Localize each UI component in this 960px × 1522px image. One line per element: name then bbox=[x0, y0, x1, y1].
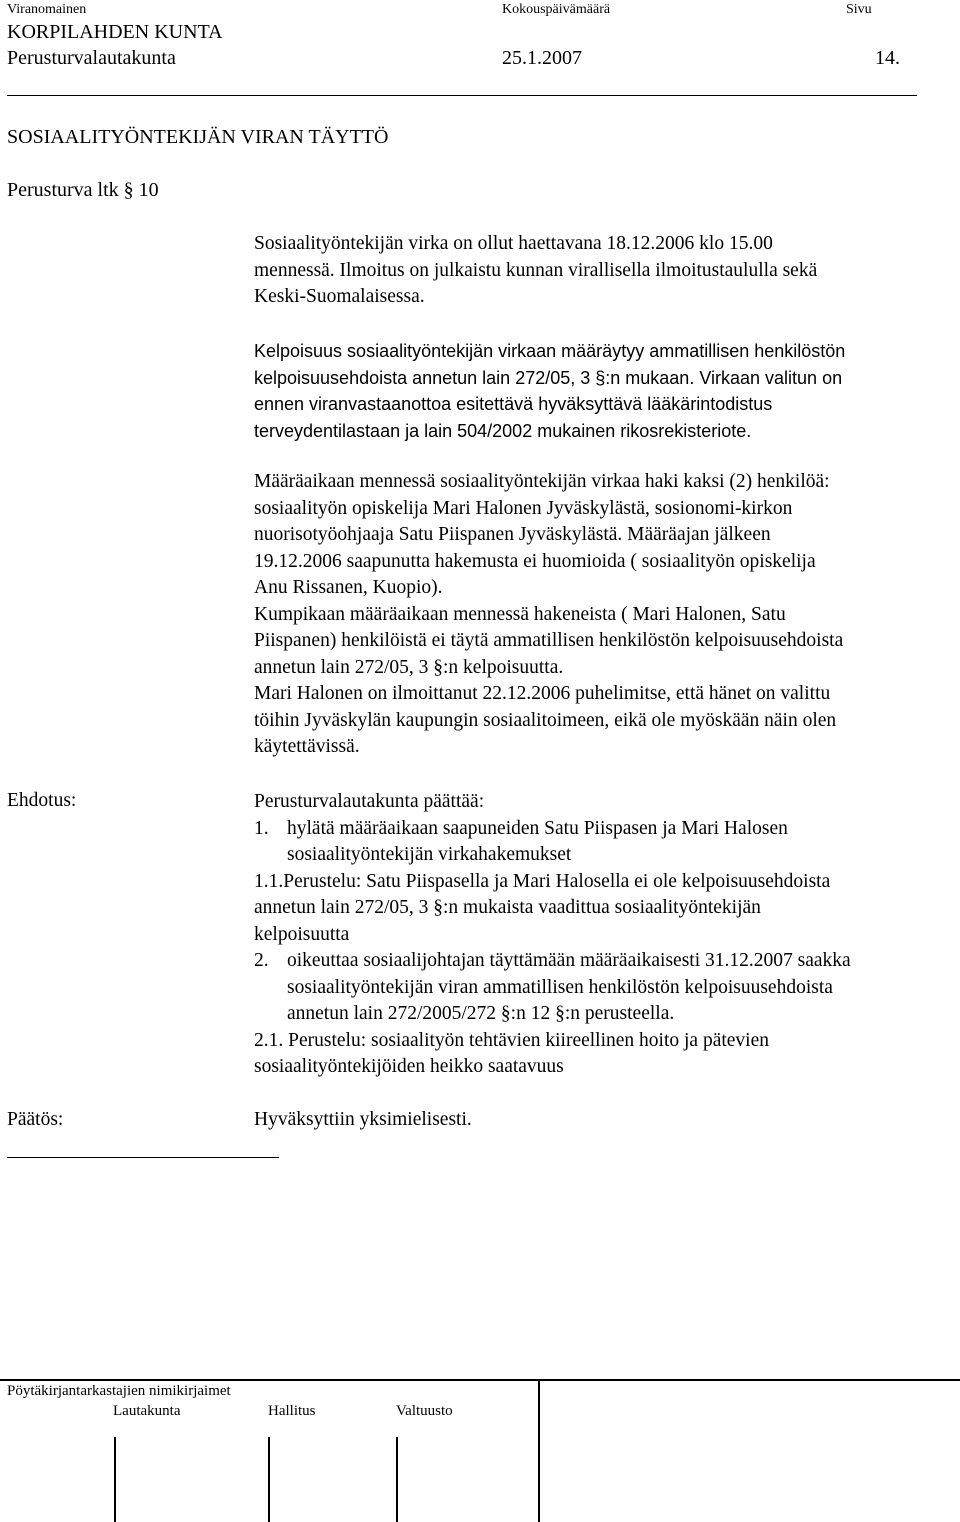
paragraph-line: Keski-Suomalaisessa. bbox=[254, 286, 425, 307]
proposal-item-1 bbox=[254, 816, 954, 843]
proposal-body bbox=[254, 789, 954, 1081]
item-text: oikeuttaa sosiaalijohtajan täyttämään määräaikaisesti 31.12.2007 saakka bbox=[287, 950, 851, 971]
paragraph-application-period bbox=[254, 231, 954, 311]
paragraph-line: Määräaikaan mennessä sosiaalityöntekijän virkaa haki kaksi (2) henkilöä: bbox=[254, 471, 830, 492]
paragraph-line: nuorisotyöohjaaja Satu Piispanen Jyväskylästä. Määräajan jälkeen bbox=[254, 524, 771, 545]
item-text: hylätä määräaikaan saapuneiden Satu Piispasen ja Mari Halosen bbox=[287, 817, 788, 839]
decision-label: Päätös: bbox=[7, 1109, 64, 1130]
proposal-intro: Perusturvalautakunta päättää: bbox=[254, 791, 485, 812]
section-reference: Perusturva ltk § 10 bbox=[7, 179, 159, 201]
paragraph-line: sosiaalityön opiskelija Mari Halonen Jyväskylästä, sosionomi-kirkon bbox=[254, 497, 793, 519]
header-divider bbox=[7, 95, 917, 96]
footer-col-valtuusto: Valtuusto bbox=[396, 1403, 453, 1419]
proposal-item-2-1: 2.1. Perustelu: sosiaalityön tehtävien kiireellinen hoito ja pätevien bbox=[254, 1029, 769, 1051]
paragraph-line: Kelpoisuus sosiaalityöntekijän virkaan määräytyy ammatillisen henkilöstön bbox=[254, 341, 846, 361]
decision-underline bbox=[7, 1157, 279, 1158]
footer-signature-line bbox=[268, 1437, 270, 1522]
paragraph-line: Kumpikaan määräaikaan mennessä hakeneista ( Mari Halonen, Satu bbox=[254, 603, 786, 625]
paragraph-qualification bbox=[254, 338, 954, 444]
item-number: 2. bbox=[254, 950, 269, 971]
paragraph-line: kelpoisuusehdoista annetun lain 272/05, 3 §:n mukaan. Virkaan valitun on bbox=[254, 367, 843, 388]
proposal-label: Ehdotus: bbox=[7, 790, 77, 811]
paragraph-line: mennessä. Ilmoitus on julkaistu kunnan virallisella ilmoitustaululla sekä bbox=[254, 259, 818, 281]
footer-col-lautakunta: Lautakunta bbox=[113, 1403, 181, 1419]
proposal-item-1-1: annetun lain 272/05, 3 §:n mukaista vaadittua sosiaalityöntekijän bbox=[254, 897, 761, 918]
paragraph-line: terveydentilastaan ja lain 504/2002 mukainen rikosrekisteriote. bbox=[254, 420, 752, 441]
header-committee: Perusturvalautakunta bbox=[7, 47, 176, 69]
footer-top-rule bbox=[0, 1379, 960, 1381]
proposal-item-2-1: sosiaalityöntekijöiden heikko saatavuus bbox=[254, 1056, 564, 1077]
proposal-item-1-1: kelpoisuutta bbox=[254, 923, 350, 945]
footer-signature-line bbox=[396, 1437, 398, 1522]
paragraph-line: töihin Jyväskylän kaupungin sosiaalitoimeen, eikä ole myöskään näin olen bbox=[254, 709, 837, 731]
header-page-number: 14. bbox=[875, 47, 900, 69]
footer-col-hallitus: Hallitus bbox=[268, 1403, 316, 1419]
paragraph-line: Mari Halonen on ilmoittanut 22.12.2006 puhelimitse, että hänet on valittu bbox=[254, 683, 831, 704]
paragraph-line: 19.12.2006 saapunutta hakemusta ei huomioida ( sosiaalityön opiskelija bbox=[254, 550, 816, 572]
header-date: 25.1.2007 bbox=[502, 47, 582, 69]
decision-text: Hyväksyttiin yksimielisesti. bbox=[254, 1109, 472, 1130]
paragraph-line: Anu Rissanen, Kuopio). bbox=[254, 577, 443, 598]
proposal-item-2-cont: sosiaalityöntekijän viran ammatillisen henkilöstön kelpoisuusehdoista bbox=[287, 976, 833, 998]
proposal-item-1-cont: sosiaalityöntekijän virkahakemukset bbox=[287, 844, 572, 865]
paragraph-line: käytettävissä. bbox=[254, 736, 360, 757]
paragraph-line: Piispanen) henkilöistä ei täytä ammatillisen henkilöstön kelpoisuusehdoista bbox=[254, 630, 844, 651]
section-title: SOSIAALITYÖNTEKIJÄN VIRAN TÄYTTÖ bbox=[7, 126, 389, 148]
footer-signature-line bbox=[114, 1437, 116, 1522]
paragraph-line: Sosiaalityöntekijän virka on ollut haettavana 18.12.2006 klo 15.00 bbox=[254, 233, 773, 254]
paragraph-applicants bbox=[254, 469, 954, 761]
proposal-item-2-cont: annetun lain 272/2005/272 §:n 12 §:n perusteella. bbox=[287, 1003, 675, 1024]
proposal-item-2 bbox=[254, 948, 954, 975]
paragraph-line: ennen viranvastaanottoa esitettävä hyväksyttävä lääkärintodistus bbox=[254, 394, 773, 414]
header-authority-label: Viranomainen bbox=[7, 2, 87, 17]
header-date-label: Kokouspäivämäärä bbox=[502, 2, 611, 17]
footer-title: Pöytäkirjantarkastajien nimikirjaimet bbox=[7, 1383, 231, 1399]
header-authority: KORPILAHDEN KUNTA bbox=[7, 21, 223, 43]
item-number: 1. bbox=[254, 817, 269, 839]
footer-column-divider bbox=[538, 1379, 540, 1522]
header-page-label: Sivu bbox=[846, 2, 872, 17]
paragraph-line: annetun lain 272/05, 3 §:n kelpoisuutta. bbox=[254, 656, 564, 678]
proposal-item-1-1: 1.1.Perustelu: Satu Piispasella ja Mari Halosella ei ole kelpoisuusehdoista bbox=[254, 870, 831, 892]
